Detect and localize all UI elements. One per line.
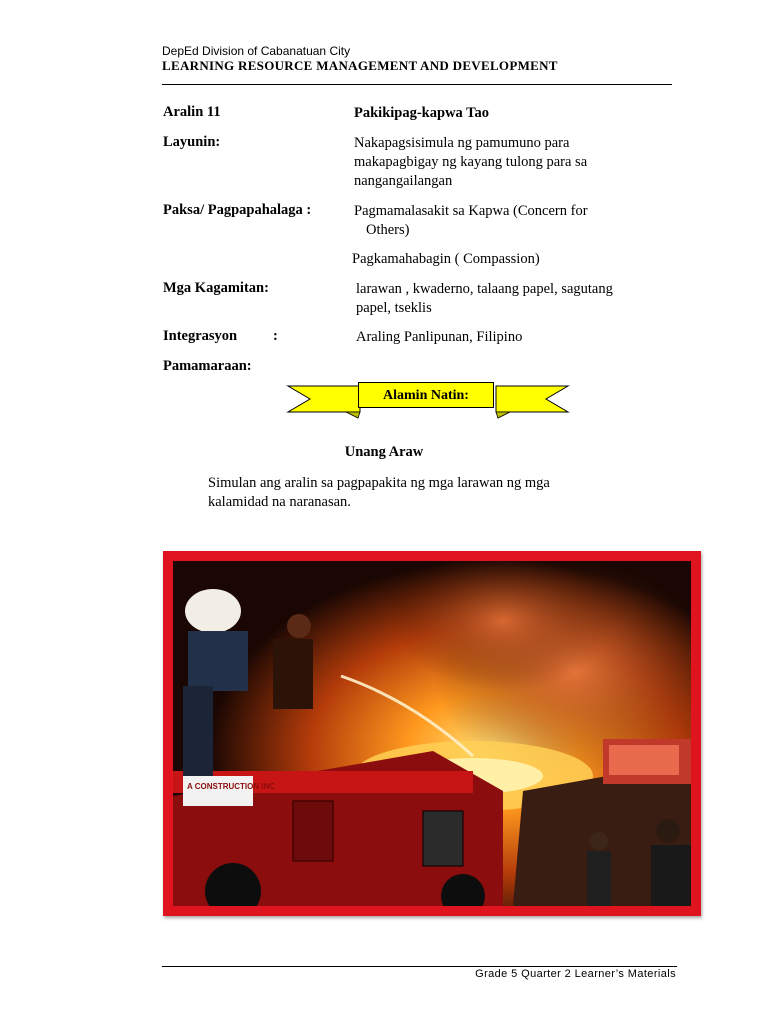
kagamitan-value [356, 280, 613, 318]
layunin-line: Nakapagsisimula ng pamumuno para [354, 135, 570, 151]
footer-divider [162, 966, 677, 967]
aralin-title: Pakikipag-kapwa Tao [354, 105, 489, 121]
pamamaraan-label: Pamamaraan: [163, 358, 252, 374]
paksa-line: Pagmamalasakit sa Kapwa (Concern for [354, 203, 588, 219]
kagamitan-line: papel, tseklis [356, 300, 432, 316]
layunin-line: makapagbigay ng kayang tulong para sa [354, 154, 588, 170]
header-divider [162, 84, 672, 85]
layunin-label: Layunin: [163, 134, 221, 150]
intro-text [208, 474, 648, 512]
kagamitan-label: Mga Kagamitan: [163, 280, 269, 296]
paksa-line: Others) [366, 222, 410, 238]
day-heading: Unang Araw [344, 444, 424, 460]
integrasyon-colon: : [273, 328, 278, 344]
layunin-line: nangangailangan [354, 173, 453, 189]
integrasyon-value: Araling Panlipunan, Filipino [356, 329, 523, 345]
office-name: LEARNING RESOURCE MANAGEMENT AND DEVELOPMENT [162, 58, 558, 73]
alamin-natin-label: Alamin Natin: [358, 382, 494, 408]
footer-text: Grade 5 Quarter 2 Learner’s Materials [475, 968, 676, 980]
intro-line: kalamidad na naranasan. [208, 494, 351, 510]
aralin-label: Aralin 11 [163, 104, 221, 120]
kagamitan-line: larawan , kwaderno, talaang papel, sagutang [356, 281, 613, 297]
integrasyon-label: Integrasyon [163, 328, 238, 344]
layunin-value [354, 134, 587, 191]
photo-frame [163, 551, 701, 916]
division-name: DepEd Division of Cabanatuan City [162, 44, 351, 58]
paksa-label: Paksa/ Pagpapahalaga : [163, 202, 312, 218]
paksa-value [354, 202, 588, 240]
truck-sign: A CONSTRUCTION INC [187, 782, 276, 791]
fire-photo [173, 561, 691, 906]
fire-scene-illustration [173, 561, 691, 906]
intro-line: Simulan ang aralin sa pagpapakita ng mga larawan ng mga [208, 475, 550, 491]
paksa-value-2: Pagkamahabagin ( Compassion) [352, 251, 540, 267]
